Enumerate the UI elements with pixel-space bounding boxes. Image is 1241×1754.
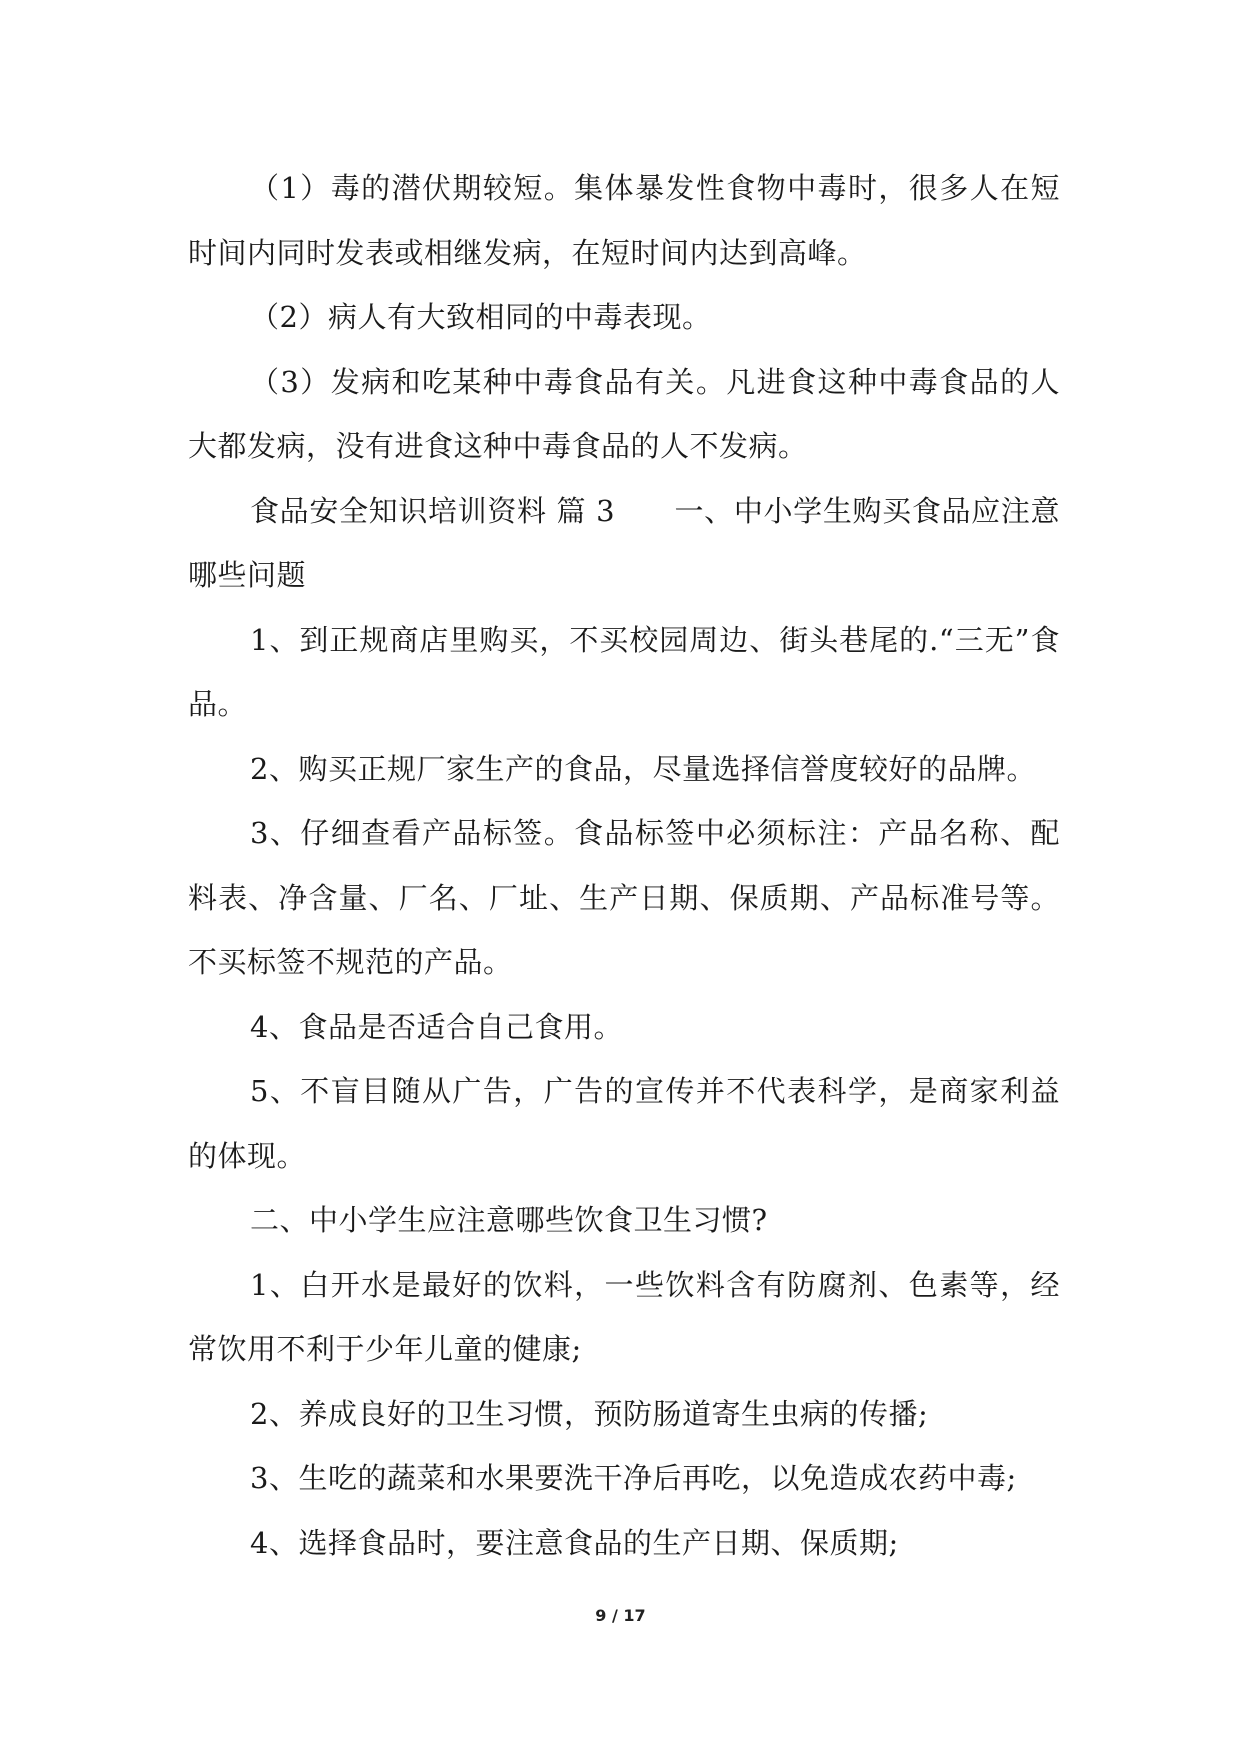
paragraph-3: （3）发病和吃某种中毒食品有关。凡进食这种中毒食品的人大都发病，没有进食这种中毒食品的人不发病。 [188, 364, 1060, 463]
paragraph-2: （2）病人有大致相同的中毒表现。 [250, 300, 712, 334]
paragraph-10: 二、中小学生应注意哪些饮食卫生习惯? [250, 1203, 768, 1237]
paragraph-5: 1、到正规商店里购买，不买校园周边、街头巷尾的.“三无”食品。 [188, 622, 1060, 721]
paragraph-4: 食品安全知识培训资料 篇 3 一、中小学生购买食品应注意哪些问题 [188, 493, 1060, 592]
paragraph-8: 4、食品是否适合自己食用。 [250, 1009, 623, 1044]
page-number: 9 / 17 [595, 1606, 646, 1625]
paragraph-12: 2、养成良好的卫生习惯，预防肠道寄生虫病的传播; [250, 1396, 929, 1431]
paragraph-9: 5、不盲目随从广告，广告的宣传并不代表科学，是商家利益的体现。 [188, 1074, 1060, 1173]
paragraph-14: 4、选择食品时，要注意食品的生产日期、保质期; [250, 1525, 899, 1560]
paragraph-1: （1）毒的潜伏期较短。集体暴发性食物中毒时，很多人在短时间内同时发表或相继发病，在短时间内达到高峰。 [188, 171, 1060, 270]
paragraph-11: 1、白开水是最好的饮料，一些饮料含有防腐剂、色素等，经常饮用不利于少年儿童的健康; [188, 1267, 1060, 1366]
paragraph-7: 3、仔细查看产品标签。食品标签中必须标注：产品名称、配料表、净含量、厂名、厂址、生产日期、保质期、产品标准号等。不买标签不规范的产品。 [188, 816, 1060, 979]
paragraph-13: 3、生吃的蔬菜和水果要洗干净后再吃，以免造成农药中毒; [250, 1461, 1017, 1495]
paragraph-6: 2、购买正规厂家生产的食品，尽量选择信誉度较好的品牌。 [250, 751, 1036, 786]
body-text [188, 156, 1060, 1575]
